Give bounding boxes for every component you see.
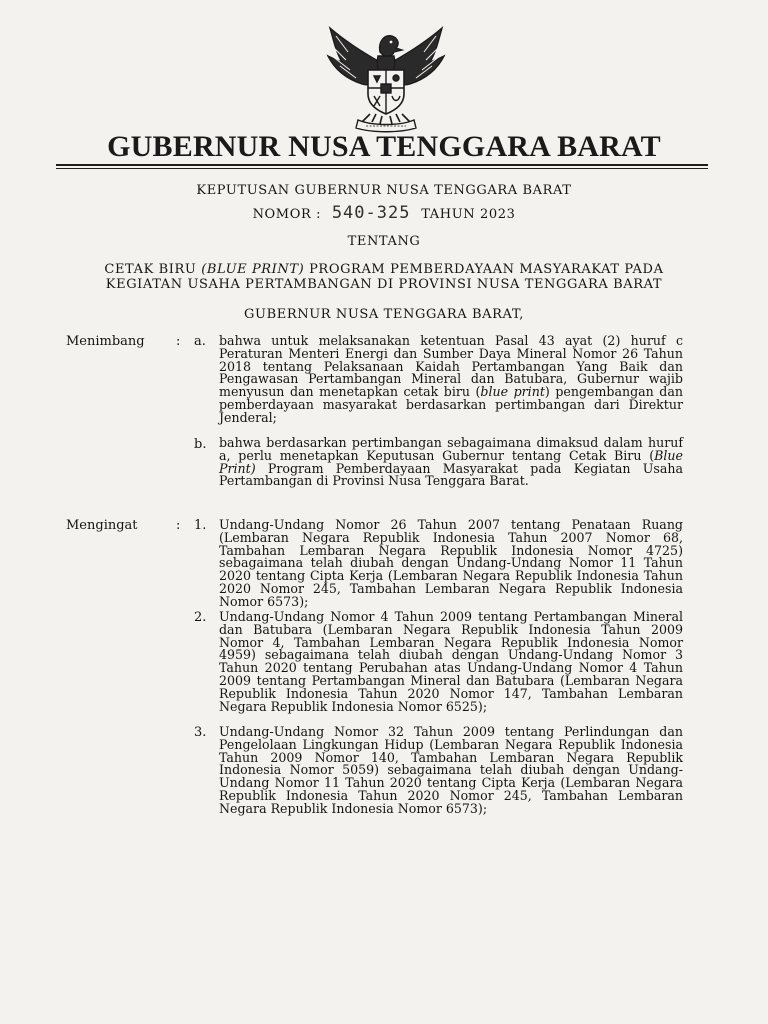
page-title: GUBERNUR NUSA TENGGARA BARAT xyxy=(107,130,661,163)
number-label: NOMOR : xyxy=(252,207,322,222)
mengingat-colon: : xyxy=(176,518,181,533)
menimbang-label: Menimbang xyxy=(66,334,145,349)
menimbang-a-part2: ) pengembangan dan pemberdayaan masyarakat berdasarkan pertimbangan dari Direktur Jenderal; xyxy=(219,384,683,425)
subject-line-2: KEGIATAN USAHA PERTAMBANGAN DI PROVINSI NUSA TENGGARA BARAT xyxy=(105,277,663,292)
issuer-line: GUBERNUR NUSA TENGGARA BARAT, xyxy=(244,307,524,322)
menimbang-a-part1: bahwa untuk melaksanakan ketentuan Pasal 43 ayat (2) huruf c Peraturan Menteri Energi dan Sumber Daya Mineral Nomor 26 Tahun 2018 tentang Pelaksanaan Kaidah Pertambangan Yang Baik dan Pengawasan Pertambangan Mineral dan Batubara, Gubernur wajib menyusun dan menetapkan cetak biru ( xyxy=(219,333,683,400)
menimbang-b-part2: Program Pemberdayaan Masyarakat pada Kegiatan Usaha Pertambangan di Provinsi Nusa Tenggara Barat. xyxy=(219,460,683,489)
mengingat-3-marker: 3. xyxy=(194,725,207,740)
decree-year: TAHUN 2023 xyxy=(421,207,516,222)
menimbang-b-marker: b. xyxy=(194,437,207,452)
menimbang-colon: : xyxy=(176,334,181,349)
subject-part-a: CETAK BIRU xyxy=(104,262,197,277)
mengingat-label: Mengingat xyxy=(66,518,138,533)
about-heading: TENTANG xyxy=(347,234,421,249)
subject-line-1 xyxy=(0,262,768,277)
menimbang-a-text xyxy=(219,335,683,425)
mengingat-2-marker: 2. xyxy=(194,610,207,625)
title-divider xyxy=(56,164,708,166)
title-divider-thin xyxy=(56,168,708,169)
menimbang-a-marker: a. xyxy=(194,334,206,349)
menimbang-a-italic: blue print xyxy=(480,384,545,400)
menimbang-b-text xyxy=(219,437,683,488)
garuda-emblem-icon xyxy=(322,22,450,134)
mengingat-3-text: Undang-Undang Nomor 32 Tahun 2009 tentang Perlindungan dan Pengelolaan Lingkungan Hidup (Lembaran Negara Republik Indonesia Tahun 2009 Nomor 140, Tambahan Lembaran Negara Republik Indonesia Nomor 5059) sebagaimana telah diubah dengan Undang-Undang Nomor 11 Tahun 2020 tentang Cipta Kerja (Lembaran Negara Republik Indonesia Tahun 2020 Nomor 245, Tambahan Lembaran Negara Republik Indonesia Nomor 6573); xyxy=(219,724,683,816)
subject-part-c: PROGRAM PEMBERDAYAAN MASYARAKAT PADA xyxy=(309,262,664,277)
menimbang-b-part1: bahwa berdasarkan pertimbangan sebagaimana dimaksud dalam huruf a, perlu menetapkan Keputusan Gubernur tentang Cetak Biru ( xyxy=(219,435,683,463)
handwritten-number: 540-325 xyxy=(331,203,411,223)
subject-part-italic: (BLUE PRINT) xyxy=(201,262,305,277)
menimbang-b-italic: Blue Print) xyxy=(219,447,683,476)
mengingat-1-marker: 1. xyxy=(194,518,207,533)
mengingat-1-text: Undang-Undang Nomor 26 Tahun 2007 tentang Penataan Ruang (Lembaran Negara Republik Indonesia Tahun 2007 Nomor 68, Tambahan Lembaran Negara Republik Indonesia Nomor 4725) sebagaimana telah diubah dengan Undang-Undang Nomor 11 Tahun 2020 tentang Cipta Kerja (Lembaran Negara Republik Indonesia Tahun 2020 Nomor 245, Tambahan Lembaran Negara Republik Indonesia Nomor 6573); xyxy=(219,517,683,609)
decree-number-line xyxy=(0,203,768,223)
decree-type: KEPUTUSAN GUBERNUR NUSA TENGGARA BARAT xyxy=(196,183,572,198)
mengingat-2-text: Undang-Undang Nomor 4 Tahun 2009 tentang Pertambangan Mineral dan Batubara (Lembaran Negara Republik Indonesia Tahun 2009 Nomor 4, Tambahan Lembaran Negara Republik Indonesia Nomor 4959) sebagaimana telah diubah dengan Undang-Undang Nomor 3 Tahun 2020 tentang Perubahan atas Undang-Undang Nomor 4 Tahun 2009 tentang Pertambangan Mineral dan Batubara (Lembaran Negara Republik Indonesia Tahun 2020 Nomor 147, Tambahan Lembaran Negara Republik Indonesia Nomor 6525); xyxy=(219,609,683,714)
